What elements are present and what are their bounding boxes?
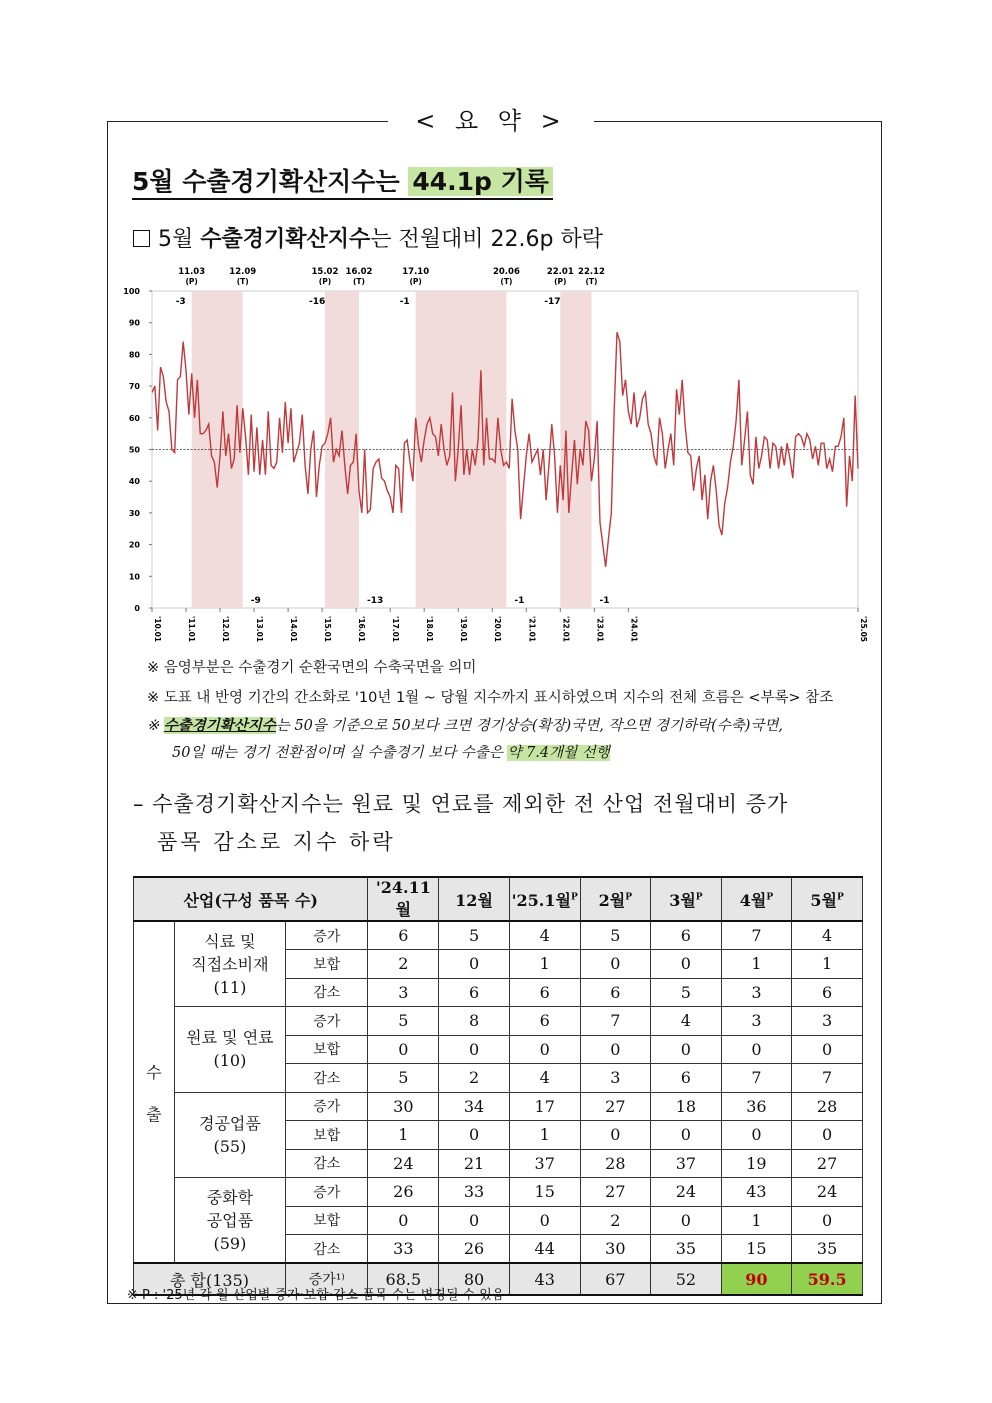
table-cell: 0 [580,1121,651,1150]
industry-name: 중화학 공업품 (59) [174,1178,285,1264]
headline [132,162,553,198]
x-tick-label: '25.05 [859,616,868,643]
lag-annotation: -1 [599,596,610,606]
table-cell: 7 [721,1064,792,1093]
turning-point-date: 15.02 [311,267,339,277]
table-cell: 34 [439,1092,510,1121]
preliminary-mark: P [766,892,774,903]
turning-point-type: (P) [185,277,198,286]
table-cell: 19 [721,1149,792,1178]
subhead-pre: 5월 [158,227,201,252]
table-cell: 17 [509,1092,580,1121]
table-cell: 0 [792,1035,863,1064]
table-cell: 0 [792,1206,863,1235]
note-definition-post: 는 50을 기준으로 50보다 크면 경기상승(확장)국면, 작으면 경기하락(수축)국면, [275,718,784,734]
total-cell: 90 [721,1263,792,1295]
note-period: ※ 도표 내 반영 기간의 간소화로 '10년 1월 ~ 당월 지수까지 표시하였으며 지수의 전체 흐름은 <부록> 참조 [147,690,834,706]
table-cell: 6 [509,978,580,1007]
table-cell: 8 [439,1007,510,1036]
table-cell: 5 [368,1064,439,1093]
table-cell: 0 [439,1035,510,1064]
table-cell: 1 [368,1121,439,1150]
x-tick-label: '20.01 [493,616,503,643]
table-row [134,1092,863,1121]
table-header-cell: 5월$^P$ [792,877,863,921]
table-cell: 24 [651,1178,722,1207]
turning-point-date: 22.01 [546,267,574,277]
table-cell: 1 [509,950,580,979]
table-header-cell: 2월$^P$ [580,877,651,921]
table-cell: 2 [368,950,439,979]
total-cell: 67 [580,1263,651,1295]
industry-name: 식료 및 직접소비재 (11) [174,921,285,1007]
x-tick-label: '22.01 [561,616,571,643]
table-cell: 28 [580,1149,651,1178]
table-cell: 4 [651,1007,722,1036]
industry-name: 원료 및 연료 (10) [174,1007,285,1093]
table-cell: 2 [580,1206,651,1235]
lag-annotation: -13 [366,596,384,606]
table-cell: 7 [721,921,792,950]
total-cell: 80 [439,1263,510,1295]
side-label: 수 출 [134,921,175,1263]
turning-point-type: (T) [236,277,249,286]
table-cell: 33 [439,1178,510,1207]
diffusion-index-chart [118,262,870,647]
table-cell: 0 [580,950,651,979]
row-type: 보합 [286,950,368,979]
row-type: 증가 [286,1007,368,1036]
lag-annotation: -9 [250,596,261,606]
table-cell: 4 [509,1064,580,1093]
lead-annotation: -1 [399,297,410,307]
preliminary-mark: P [570,892,578,903]
turning-point-type: (T) [585,277,598,286]
table-header-cell: '25.1월$^P$ [509,877,580,921]
table-header-cell: 12월 [439,877,510,921]
row-type: 보합 [286,1121,368,1150]
lag-annotation: -1 [514,596,525,606]
table-cell: 4 [509,921,580,950]
subhead [133,222,603,253]
y-tick-label: 30 [128,508,140,518]
headline-highlight: 44.1p 기록 [408,167,553,196]
table-cell: 7 [580,1007,651,1036]
turning-point-type: (P) [318,277,332,286]
note-definition-highlight: 수출경기확산지수 [163,717,276,734]
table-cell: 6 [580,978,651,1007]
table-cell: 3 [580,1064,651,1093]
note-definition-pre: ※ [147,718,164,734]
turning-point-date: 12.09 [229,267,257,277]
x-tick-label: '10.01 [153,616,162,643]
row-type: 증가 [286,1178,368,1207]
preliminary-mark: P [837,892,844,903]
table-cell: 0 [509,1035,580,1064]
table-cell: 0 [509,1206,580,1235]
x-tick-label: '21.01 [527,616,537,643]
table-cell: 33 [368,1235,439,1264]
table-cell: 0 [651,950,722,979]
table-cell: 15 [509,1178,580,1207]
row-type: 감소 [286,1149,368,1178]
table-cell: 0 [439,950,510,979]
table-row [134,1178,863,1207]
row-type: 감소 [286,978,368,1007]
table-cell: 0 [651,1121,722,1150]
table-cell: 3 [368,978,439,1007]
table-cell: 43 [721,1178,792,1207]
total-type: 증가¹⁾ [286,1263,368,1295]
x-tick-label: '13.01 [255,616,265,643]
total-cell: 52 [651,1263,722,1295]
analysis-line-2: 품목 감소로 지수 하락 [157,830,396,854]
turning-point-date: 20.06 [492,267,520,277]
x-tick-label: '24.01 [629,616,639,643]
total-cell: 59.5 [792,1263,863,1295]
note-lead [172,741,610,762]
turning-point-date: 17.10 [402,267,430,277]
industry-table [133,876,863,1296]
turning-point-type: (P) [554,277,567,286]
footnote: ※ P : '25년 각 월 산업별 증가·보합·감소 품목 수는 변경될 수 있음 [127,1288,505,1303]
y-tick-label: 60 [128,413,140,423]
x-tick-label: '11.01 [187,616,197,643]
y-tick-label: 80 [128,350,140,360]
row-type: 감소 [286,1064,368,1093]
table-cell: 1 [792,950,863,979]
table-cell: 1 [509,1121,580,1150]
preliminary-mark: P [695,892,703,903]
table-cell: 15 [721,1235,792,1264]
note-lead-highlight: 약 7.4개월 선행 [507,745,610,761]
x-tick-label: '12.01 [221,616,231,643]
total-label: 총 합(135) [134,1263,286,1295]
table-cell: 35 [651,1235,722,1264]
y-tick-label: 70 [128,382,140,392]
preliminary-mark: P [625,892,633,903]
table-cell: 6 [792,978,863,1007]
checkbox-square-icon [133,230,150,247]
y-tick-label: 50 [128,445,140,455]
headline-prefix: 5월 수출경기확산지수는 [132,167,409,196]
table-header-cell: 4월$^P$ [721,877,792,921]
table-header-cell: 3월$^P$ [651,877,722,921]
table-cell: 0 [792,1121,863,1150]
table-header-row [134,877,863,921]
turning-point-date: 16.02 [345,267,373,277]
turning-point-type: (T) [352,277,365,286]
y-tick-label: 0 [134,604,140,613]
x-tick-label: '19.01 [459,616,469,643]
table-cell: 30 [368,1092,439,1121]
table-cell: 24 [368,1149,439,1178]
row-type: 증가 [286,1092,368,1121]
row-type: 보합 [286,1206,368,1235]
table-cell: 5 [651,978,722,1007]
table-cell: 30 [580,1235,651,1264]
table-cell: 37 [651,1149,722,1178]
table-cell: 6 [651,1064,722,1093]
table-cell: 6 [368,921,439,950]
table-cell: 5 [439,921,510,950]
table-cell: 21 [439,1149,510,1178]
table-cell: 0 [580,1035,651,1064]
y-tick-label: 20 [128,540,140,550]
x-tick-label: '16.01 [357,616,367,643]
table-cell: 0 [721,1121,792,1150]
lead-annotation: -16 [308,297,326,307]
note-shading: ※ 음영부분은 수출경기 순환국면의 수축국면을 의미 [147,660,477,676]
table-cell: 27 [792,1149,863,1178]
table-cell: 0 [651,1035,722,1064]
table-cell: 2 [439,1064,510,1093]
table-cell: 27 [580,1178,651,1207]
table-cell: 6 [439,978,510,1007]
row-type: 감소 [286,1235,368,1264]
table-cell: 27 [580,1092,651,1121]
table-header-cell: '24.11월 [368,877,439,921]
total-cell: 68.5 [368,1263,439,1295]
lead-annotation: -3 [175,297,186,307]
table-cell: 4 [792,921,863,950]
note-lead-pre: 50일 때는 경기 전환점이며 실 수출경기 보다 수출은 [172,745,508,761]
table-cell: 0 [721,1035,792,1064]
total-cell: 43 [509,1263,580,1295]
lead-annotation: -17 [544,297,561,307]
table-cell: 26 [439,1235,510,1264]
note-definition [147,714,783,735]
turning-point-date: 22.12 [578,267,605,277]
table-cell: 0 [651,1206,722,1235]
table-cell: 26 [368,1178,439,1207]
table-cell: 6 [651,921,722,950]
table-cell: 18 [651,1092,722,1121]
table-header-cell: 산업(구성 품목 수) [134,877,368,921]
x-tick-label: '18.01 [425,616,435,643]
frame-title: < 요 약 > [388,106,594,136]
industry-name: 경공업품 (55) [174,1092,285,1178]
table-cell: 28 [792,1092,863,1121]
x-tick-label: '15.01 [323,616,333,643]
table-cell: 3 [792,1007,863,1036]
x-tick-label: '17.01 [391,616,401,643]
table-cell: 6 [509,1007,580,1036]
row-type: 보합 [286,1035,368,1064]
row-type: 증가 [286,921,368,950]
table-row [134,1007,863,1036]
table-cell: 0 [439,1206,510,1235]
table-cell: 1 [721,1206,792,1235]
table-cell: 5 [580,921,651,950]
table-cell: 3 [721,978,792,1007]
analysis-line-1: – 수출경기확산지수는 원료 및 연료를 제외한 전 산업 전월대비 증가 [133,792,789,816]
y-tick-label: 90 [128,318,140,328]
table-cell: 35 [792,1235,863,1264]
table-cell: 37 [509,1149,580,1178]
y-tick-label: 10 [128,572,140,582]
table-cell: 7 [792,1064,863,1093]
table-cell: 0 [439,1121,510,1150]
y-tick-label: 100 [123,287,140,296]
x-tick-label: '23.01 [595,616,605,643]
subhead-bold: 수출경기확산지수 [200,227,371,252]
table-cell: 36 [721,1092,792,1121]
subhead-post: 는 전월대비 22.6p 하락 [370,227,603,252]
table-cell: 5 [368,1007,439,1036]
turning-point-type: (T) [500,277,513,286]
table-cell: 0 [368,1206,439,1235]
table-cell: 3 [721,1007,792,1036]
table-cell: 1 [721,950,792,979]
table-row [134,921,863,950]
turning-point-date: 11.03 [178,267,206,277]
table-cell: 44 [509,1235,580,1264]
y-tick-label: 40 [128,477,140,487]
x-tick-label: '14.01 [289,616,299,643]
table-cell: 0 [368,1035,439,1064]
turning-point-type: (P) [409,277,422,286]
table-cell: 24 [792,1178,863,1207]
